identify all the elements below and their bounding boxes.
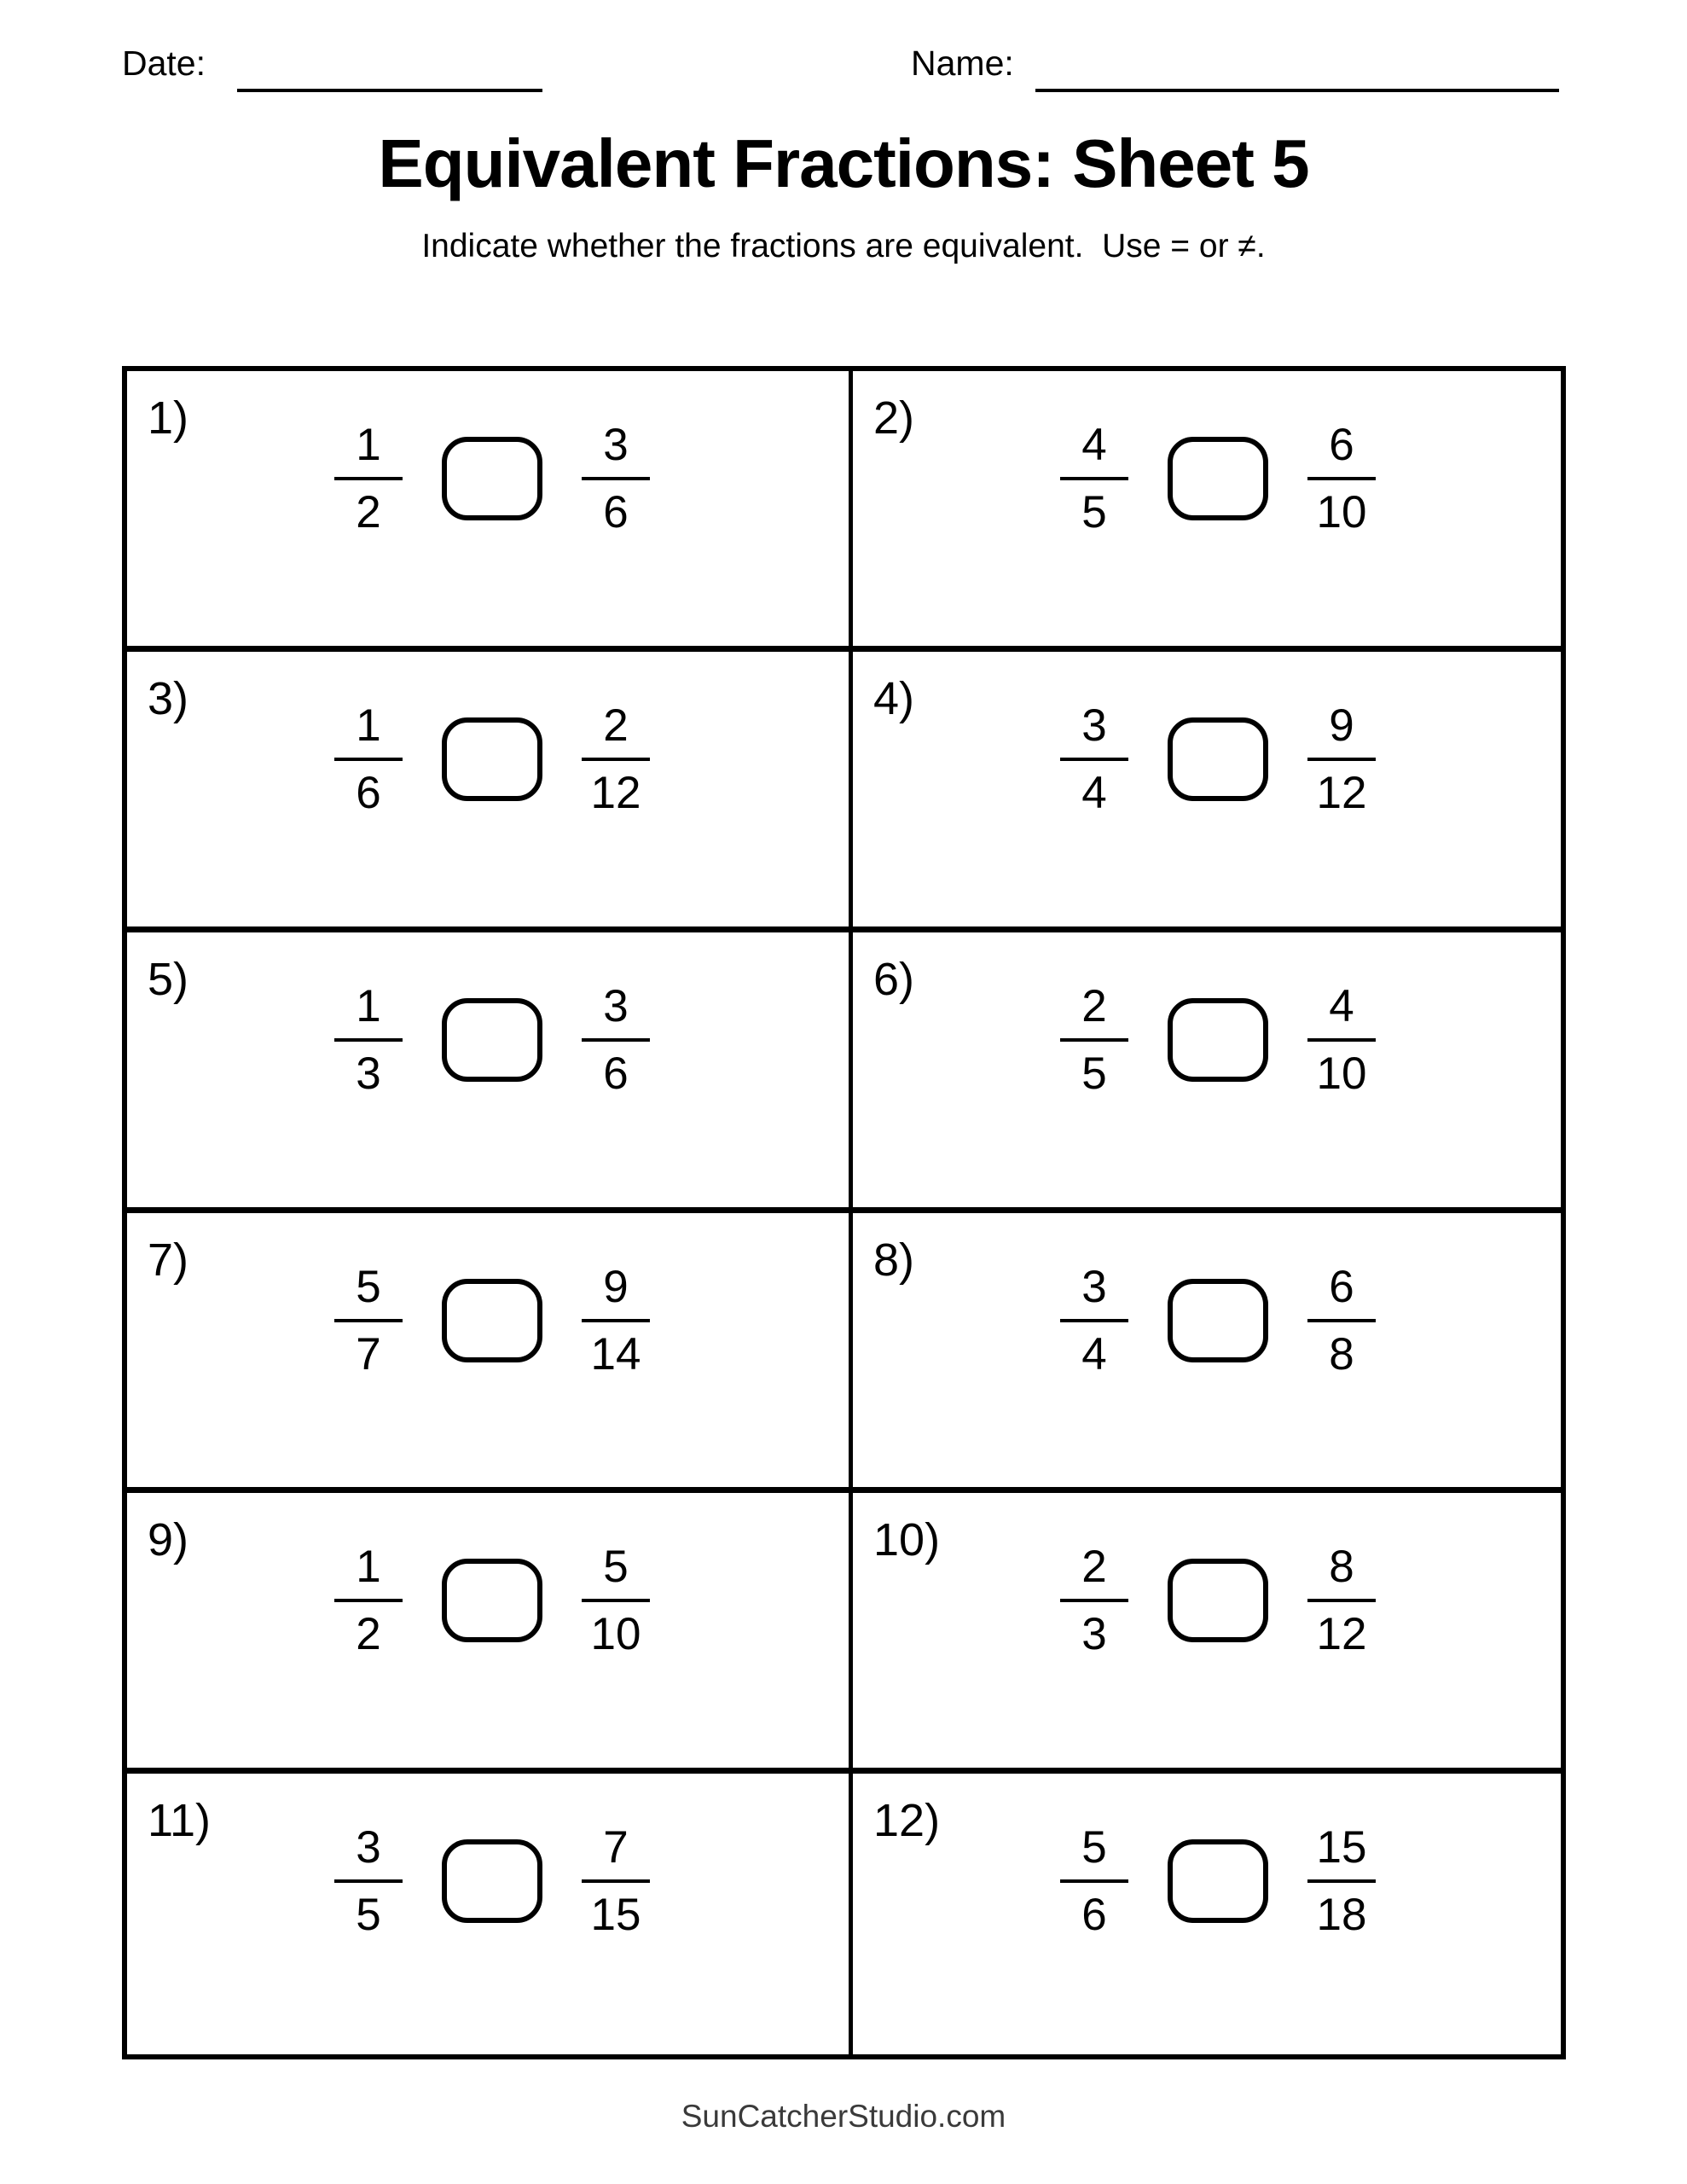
right-denominator: 6	[603, 1048, 629, 1099]
answer-box[interactable]	[1168, 1279, 1268, 1362]
right-numerator: 3	[603, 980, 629, 1031]
date-write-line[interactable]	[237, 56, 542, 92]
answer-box[interactable]	[442, 1279, 542, 1362]
answer-box[interactable]	[442, 1839, 542, 1923]
left-fraction	[334, 1542, 403, 1660]
footer-credit: SunCatcherStudio.com	[681, 2099, 1006, 2134]
right-numerator: 8	[1329, 1542, 1354, 1593]
right-fraction	[582, 1822, 650, 1941]
right-denominator: 10	[1316, 1048, 1367, 1099]
problem-number: 4)	[873, 672, 915, 724]
right-denominator: 6	[603, 487, 629, 537]
instructions: Indicate whether the fractions are equivalent. Use = or ≠.	[421, 228, 1266, 264]
page-title: Equivalent Fractions: Sheet 5	[378, 125, 1309, 201]
right-fraction	[582, 1261, 650, 1380]
left-numerator: 1	[356, 1542, 381, 1593]
right-fraction	[582, 700, 650, 818]
right-fraction	[1307, 1542, 1376, 1660]
left-denominator: 3	[1081, 1609, 1107, 1660]
left-fraction	[334, 422, 403, 535]
right-numerator: 9	[603, 1261, 629, 1312]
right-numerator: 6	[1329, 420, 1354, 470]
left-denominator: 5	[1081, 1048, 1107, 1099]
right-denominator: 18	[1316, 1890, 1367, 1941]
left-numerator: 2	[1081, 980, 1107, 1031]
answer-box[interactable]	[1168, 717, 1268, 801]
right-fraction	[1307, 1261, 1376, 1380]
problem-cell	[853, 371, 1561, 652]
fraction-comparison	[334, 422, 650, 535]
fraction-comparison	[334, 1822, 650, 1941]
left-fraction	[334, 980, 403, 1099]
right-numerator: 9	[1329, 700, 1354, 751]
left-numerator: 1	[356, 420, 381, 470]
right-denominator: 15	[590, 1890, 641, 1941]
right-fraction	[582, 1542, 650, 1660]
left-fraction	[1060, 700, 1128, 818]
answer-box[interactable]	[442, 437, 542, 520]
left-denominator: 4	[1081, 1328, 1107, 1380]
left-denominator: 5	[1081, 487, 1107, 537]
problem-number: 3)	[148, 672, 189, 724]
right-fraction	[1307, 700, 1376, 818]
problem-number: 5)	[148, 953, 189, 1005]
problem-number: 12)	[873, 1795, 941, 1847]
left-denominator: 2	[356, 1609, 381, 1660]
answer-box[interactable]	[1168, 437, 1268, 520]
fraction-comparison	[1060, 1822, 1376, 1941]
left-denominator: 4	[1081, 767, 1107, 818]
right-fraction	[1307, 1822, 1376, 1941]
problem-cell	[853, 1774, 1561, 2054]
fraction-comparison	[1060, 422, 1376, 535]
right-numerator: 5	[603, 1542, 629, 1593]
fraction-comparison	[334, 1261, 650, 1380]
fraction-comparison	[334, 700, 650, 818]
right-numerator: 6	[1329, 1261, 1354, 1312]
fraction-comparison	[1060, 1542, 1376, 1660]
problem-cell	[127, 652, 853, 932]
right-numerator: 4	[1329, 980, 1354, 1031]
fraction-comparison	[1060, 980, 1376, 1099]
right-numerator: 15	[1316, 1822, 1367, 1873]
left-numerator: 3	[356, 1822, 381, 1873]
problem-cell	[127, 932, 853, 1213]
fraction-comparison	[334, 1542, 650, 1660]
right-denominator: 12	[590, 767, 641, 818]
answer-box[interactable]	[442, 998, 542, 1082]
left-numerator: 1	[356, 700, 381, 751]
problem-number: 2)	[873, 392, 915, 444]
left-fraction	[1060, 980, 1128, 1099]
problem-cell	[853, 652, 1561, 932]
left-numerator: 5	[1081, 1822, 1107, 1873]
left-denominator: 7	[356, 1328, 381, 1380]
right-fraction	[582, 422, 650, 535]
fraction-comparison	[1060, 1261, 1376, 1380]
name-label: Name:	[911, 44, 1014, 83]
right-fraction	[1307, 980, 1376, 1099]
left-fraction	[1060, 1822, 1128, 1941]
left-fraction	[1060, 1542, 1128, 1660]
problem-cell	[853, 1213, 1561, 1494]
problem-cell	[853, 1493, 1561, 1774]
fraction-comparison	[334, 980, 650, 1099]
left-fraction	[334, 1261, 403, 1380]
right-denominator: 12	[1316, 767, 1367, 818]
left-denominator: 3	[356, 1048, 381, 1099]
right-fraction	[1307, 422, 1376, 535]
left-fraction	[334, 1822, 403, 1941]
left-denominator: 6	[1081, 1890, 1107, 1941]
left-denominator: 5	[356, 1890, 381, 1941]
problems-grid	[122, 366, 1566, 2059]
answer-box[interactable]	[1168, 1839, 1268, 1923]
problem-number: 1)	[148, 392, 189, 444]
name-write-line[interactable]	[1035, 56, 1559, 92]
problem-cell	[853, 932, 1561, 1213]
right-numerator: 7	[603, 1822, 629, 1873]
problem-cell	[127, 371, 853, 652]
left-fraction	[1060, 422, 1128, 535]
left-fraction	[334, 700, 403, 818]
left-numerator: 3	[1081, 1261, 1107, 1312]
right-denominator: 14	[590, 1328, 641, 1380]
problem-cell	[127, 1774, 853, 2054]
right-fraction	[582, 980, 650, 1099]
problem-number: 6)	[873, 953, 915, 1005]
problem-number: 9)	[148, 1514, 189, 1566]
answer-box[interactable]	[442, 1559, 542, 1642]
left-numerator: 5	[356, 1261, 381, 1312]
left-fraction	[1060, 1261, 1128, 1380]
answer-box[interactable]	[1168, 998, 1268, 1082]
problem-number: 7)	[148, 1234, 189, 1286]
left-numerator: 1	[356, 980, 381, 1031]
right-denominator: 10	[1316, 487, 1367, 537]
problem-number: 8)	[873, 1234, 915, 1286]
right-numerator: 3	[603, 420, 629, 470]
right-denominator: 10	[590, 1609, 641, 1660]
right-denominator: 8	[1329, 1328, 1354, 1380]
answer-box[interactable]	[1168, 1559, 1268, 1642]
problem-cell	[127, 1493, 853, 1774]
date-label: Date:	[122, 44, 206, 83]
left-denominator: 2	[356, 487, 381, 537]
right-denominator: 12	[1316, 1609, 1367, 1660]
problem-number: 10)	[873, 1514, 941, 1566]
problem-cell	[127, 1213, 853, 1494]
answer-box[interactable]	[442, 717, 542, 801]
left-numerator: 4	[1081, 420, 1107, 470]
left-numerator: 2	[1081, 1542, 1107, 1593]
left-numerator: 3	[1081, 700, 1107, 751]
right-numerator: 2	[603, 700, 629, 751]
fraction-comparison	[1060, 700, 1376, 818]
left-denominator: 6	[356, 767, 381, 818]
problem-number: 11)	[148, 1795, 212, 1847]
